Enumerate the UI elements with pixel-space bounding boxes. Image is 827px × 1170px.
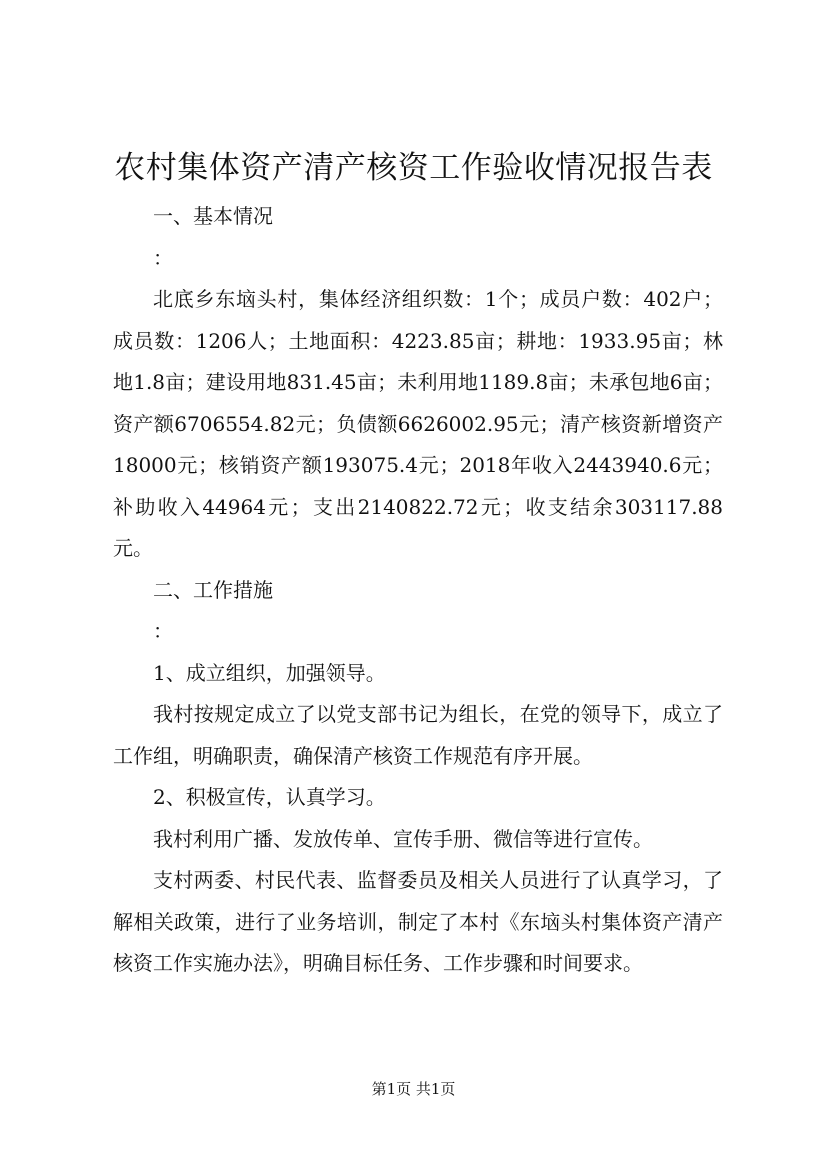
subheading-organization: 1、成立组织，加强领导。	[153, 660, 386, 685]
section-heading-work-measures: 二、工作措施	[153, 577, 273, 602]
publicity-paragraph: 我村利用广播、发放传单、宣传手册、微信等进行宣传。	[153, 826, 653, 851]
document-title: 农村集体资产清产核资工作验收情况报告表	[114, 150, 713, 186]
document-body	[113, 196, 723, 985]
colon-line: ：	[153, 245, 173, 270]
subheading-publicity: 2、积极宣传，认真学习。	[153, 785, 386, 809]
colon-line: ：	[153, 619, 173, 643]
study-paragraph: 支村两委、村民代表、监督委员及相关人员进行了认真学习，了解相关政策，进行了业务培训，制定了本村《东垴头村集体资产清产核资工作实施办法》，明确目标任务、工作步骤和时间要求。	[113, 868, 723, 975]
section-heading-basic-info: 一、基本情况	[153, 204, 273, 228]
basic-info-paragraph: 北底乡东垴头村，集体经济组织数：1个；成员户数：402户；成员数：1206人；土地面积：4223.85亩；耕地：1933.95亩；林地1.8亩；建设用地831.45亩；未利用地1189.8亩；未承包地6亩；资产额6706554.82元；负债额6626002.95元；清产核资新增资产18000元；核销资产额193075.4元；2018年收入2443940.6元；补助收入44964元；支出2140822.72元；收支结余303117.88元。	[113, 287, 723, 560]
organization-paragraph: 我村按规定成立了以党支部书记为组长，在党的领导下，成立了工作组，明确职责，确保清产核资工作规范有序开展。	[113, 702, 723, 768]
page-footer: 第1页 共1页	[371, 1080, 456, 1098]
